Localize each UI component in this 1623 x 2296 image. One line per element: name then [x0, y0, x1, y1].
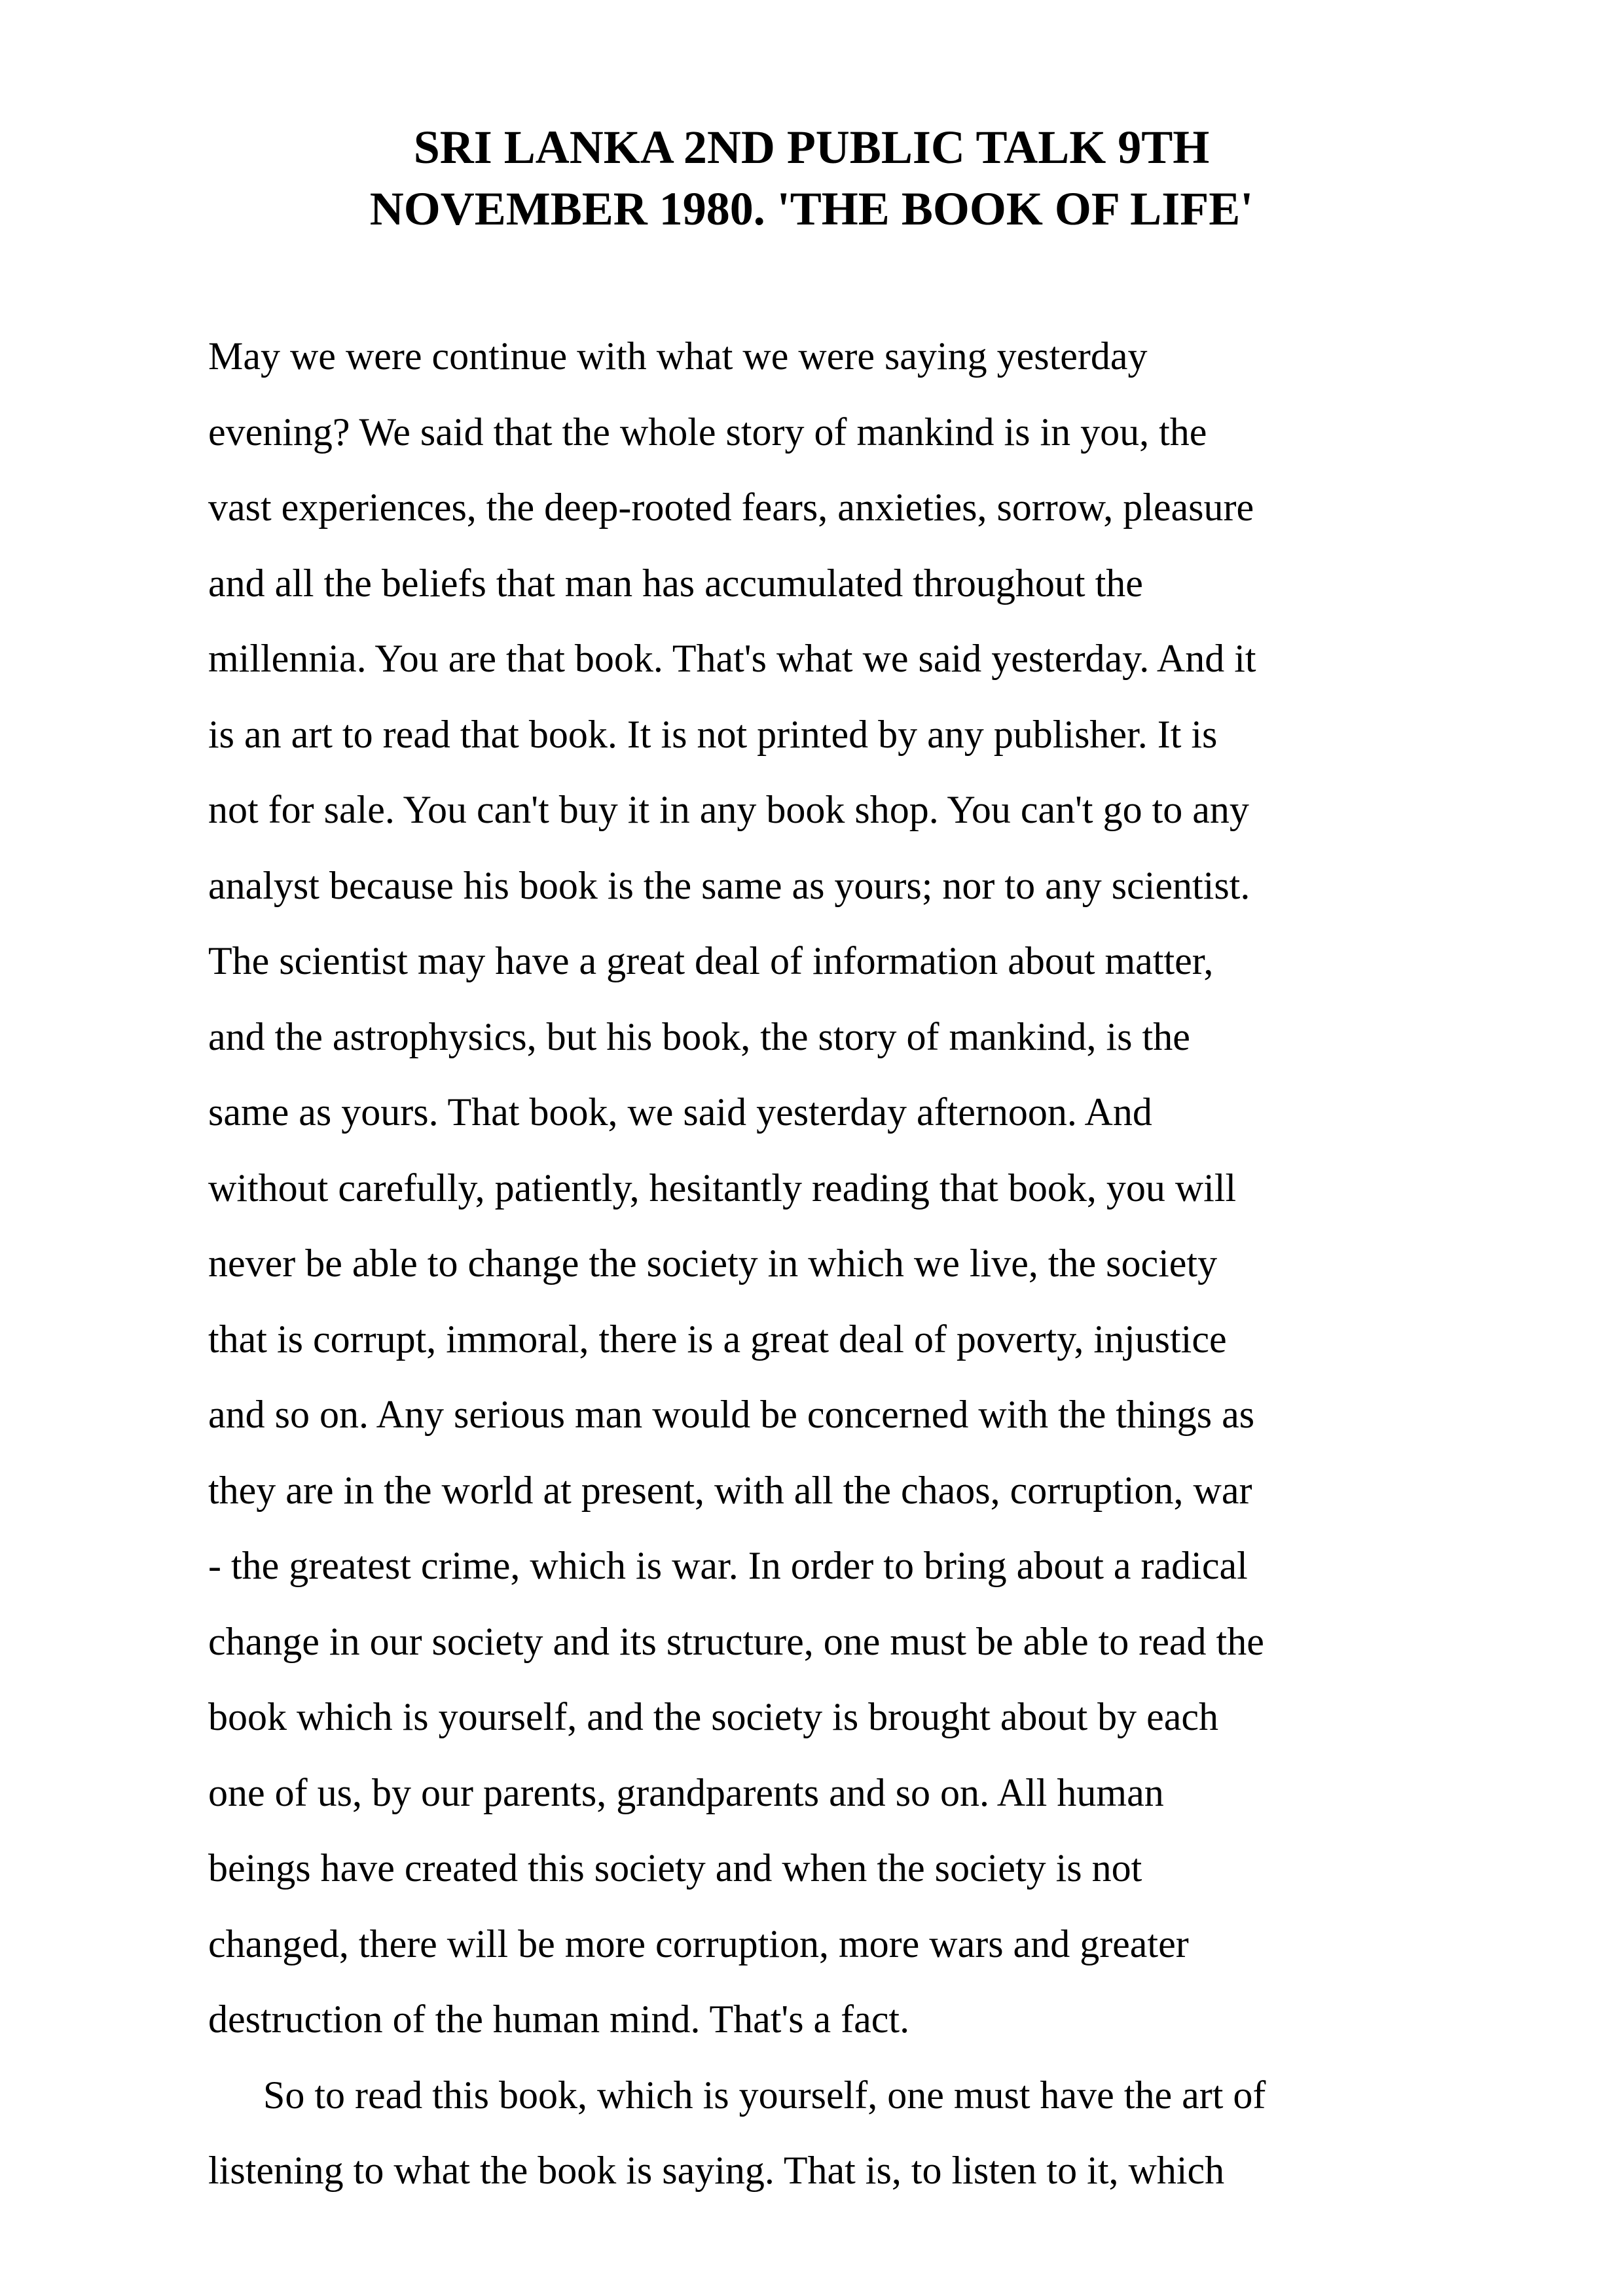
text-line: May we were continue with what we were saying yesterday: [208, 334, 1148, 378]
text-line: analyst because his book is the same as yours; nor to any scientist.: [208, 863, 1250, 907]
text-line: So to read this book, which is yourself, one must have the art of: [263, 2073, 1266, 2117]
text-line: changed, there will be more corruption, more wars and greater: [208, 1922, 1189, 1965]
text-line: and the astrophysics, but his book, the story of mankind, is the: [208, 1014, 1190, 1058]
text-line: that is corrupt, immoral, there is a great deal of poverty, injustice: [208, 1317, 1227, 1361]
text-line: vast experiences, the deep-rooted fears, anxieties, sorrow, pleasure: [208, 486, 1254, 529]
paragraph-1: [208, 319, 1426, 2058]
text-line: book which is yourself, and the society is brought about by each: [208, 1695, 1219, 1738]
text-line: change in our society and its structure, one must be able to read the: [208, 1619, 1264, 1663]
title-line: NOVEMBER 1980. 'THE BOOK OF LIFE': [369, 183, 1254, 235]
text-line: evening? We said that the whole story of mankind is in you, the: [208, 410, 1207, 454]
document-body: [208, 319, 1426, 2209]
text-line: never be able to change the society in which we live, the society: [208, 1242, 1218, 1285]
text-line: destruction of the human mind. That's a fact.: [208, 1998, 910, 2041]
text-line: The scientist may have a great deal of information about matter,: [208, 939, 1214, 982]
text-line: millennia. You are that book. That's what we said yesterday. And it: [208, 637, 1256, 680]
document-title: [0, 117, 1623, 240]
text-line: beings have created this society and when the society is not: [208, 1846, 1142, 1890]
text-line: not for sale. You can't buy it in any book shop. You can't go to any: [208, 788, 1249, 831]
text-line: and so on. Any serious man would be concerned with the things as: [208, 1393, 1255, 1436]
title-line: SRI LANKA 2ND PUBLIC TALK 9TH: [413, 121, 1210, 173]
text-line: is an art to read that book. It is not printed by any publisher. It is: [208, 712, 1218, 756]
paragraph-2: [208, 2058, 1426, 2209]
text-line: - the greatest crime, which is war. In order to bring about a radical: [208, 1544, 1248, 1587]
text-line: listening to what the book is saying. That is, to listen to it, which: [208, 2149, 1225, 2192]
text-line: and all the beliefs that man has accumulated throughout the: [208, 561, 1143, 605]
text-line: one of us, by our parents, grandparents and so on. All human: [208, 1770, 1164, 1814]
text-line: without carefully, patiently, hesitantly reading that book, you will: [208, 1166, 1237, 1210]
text-line: same as yours. That book, we said yesterday afternoon. And: [208, 1090, 1152, 1134]
text-line: they are in the world at present, with all the chaos, corruption, war: [208, 1468, 1252, 1512]
